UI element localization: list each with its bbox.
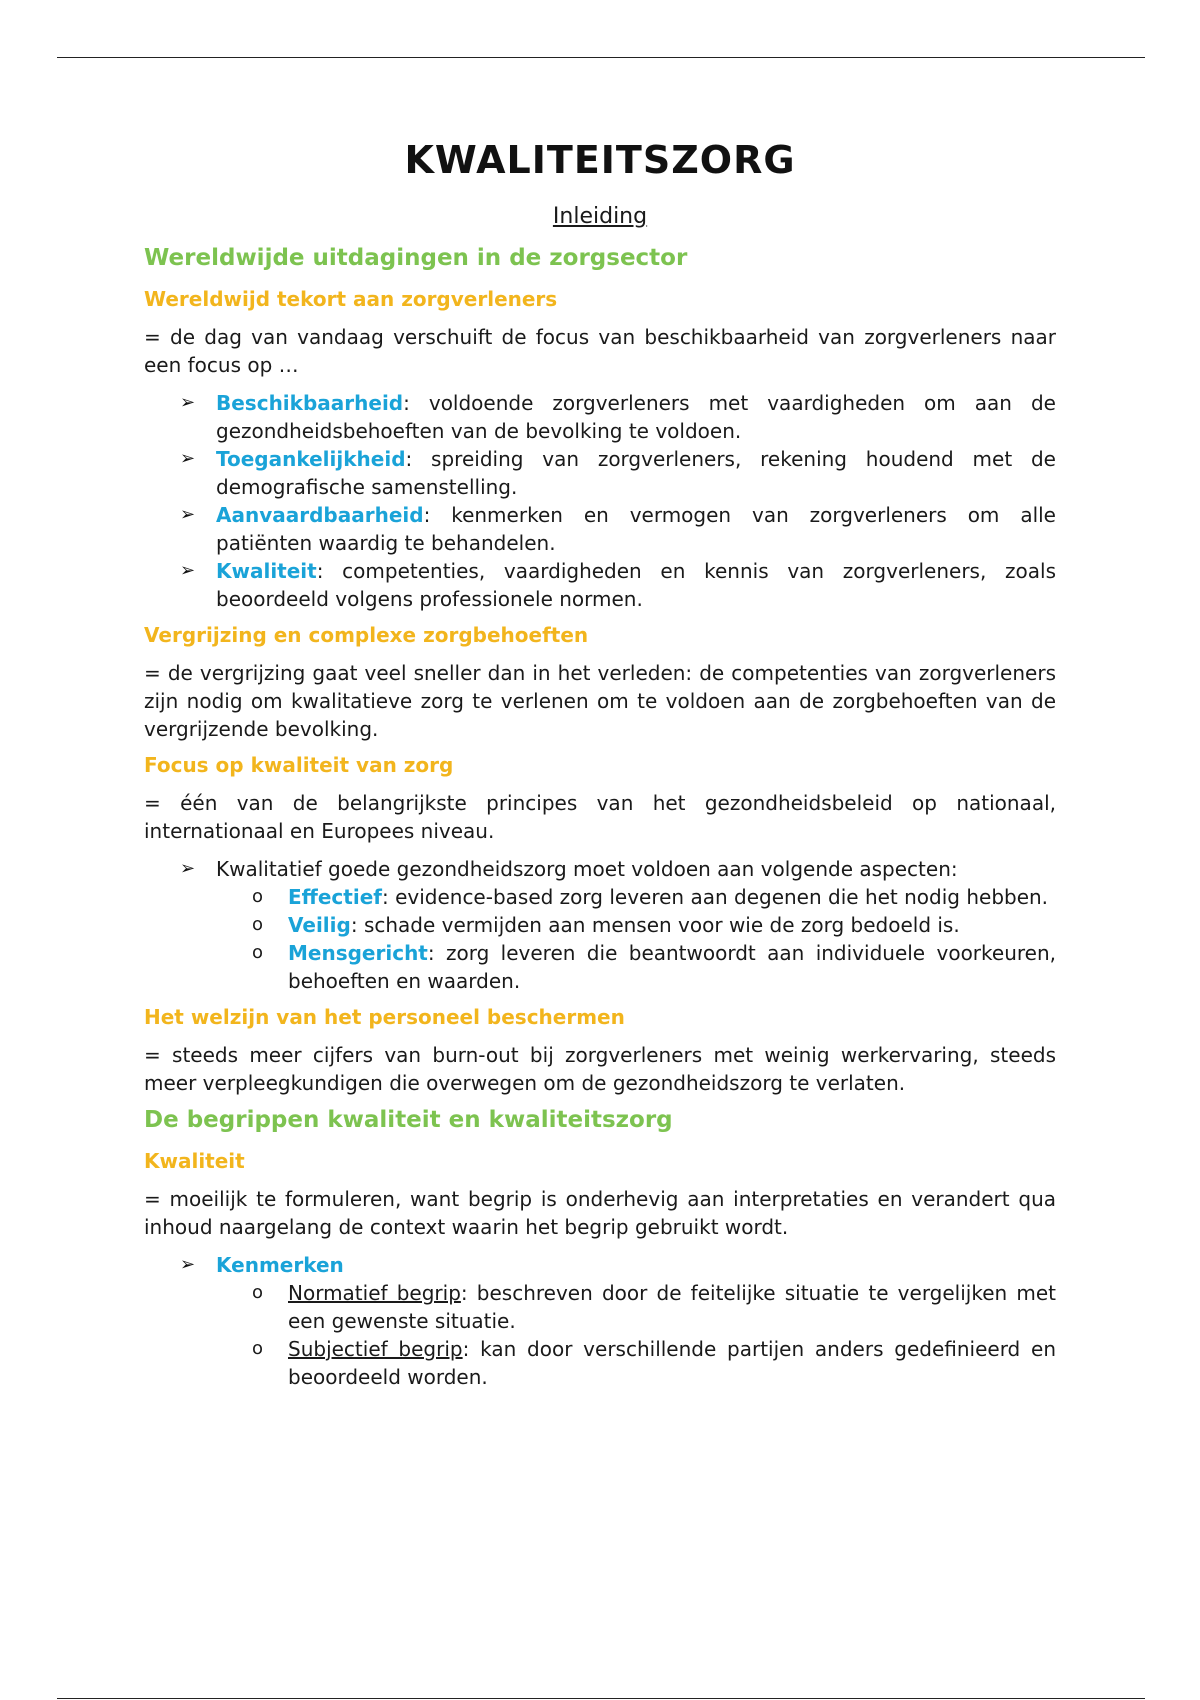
definition: : kenmerken en vermogen van zorgverleners om alle patiënten waardig te behandelen. (216, 503, 1056, 555)
definition: : schade vermijden aan mensen voor wie de zorg bedoeld is. (350, 913, 960, 937)
term: Effectief (288, 885, 382, 909)
document-subtitle: Inleiding (552, 204, 648, 229)
footer-rule (57, 1698, 1145, 1699)
arrow-bullet-icon: ➢ (180, 448, 196, 469)
arrow-bullet-icon: ➢ (180, 504, 196, 525)
definition: : kan door verschillende partijen anders gedefinieerd en beoordeeld worden. (288, 1337, 1056, 1389)
sub-list-item (144, 939, 1056, 995)
circle-bullet-icon: o (252, 1282, 264, 1303)
term: Subjectief begrip (288, 1337, 463, 1361)
sub-list-item (144, 883, 1056, 911)
section-heading-concepts: De begrippen kwaliteit en kwaliteitszorg (144, 1107, 673, 1133)
arrow-bullet-icon: ➢ (180, 392, 196, 413)
section-heading-challenges: Wereldwijde uitdagingen in de zorgsector (144, 245, 688, 271)
definition: : spreiding van zorgverleners, rekening houdend met de demografische samenstelling. (216, 447, 1056, 499)
sub-list-item (144, 1279, 1056, 1335)
arrow-bullet-icon: ➢ (180, 1254, 196, 1275)
term: Aanvaardbaarheid (216, 503, 424, 527)
sub-list-item (144, 1335, 1056, 1391)
circle-bullet-icon: o (252, 1338, 264, 1359)
list-item (144, 1251, 1056, 1279)
paragraph-quality: = moeilijk te formuleren, want begrip is onderhevig aan interpretaties en verandert qua inhoud naargelang de context waarin het begrip gebruikt wordt. (144, 1187, 1056, 1239)
term: Beschikbaarheid (216, 391, 404, 415)
definition: : beschreven door de feitelijke situatie te vergelijken met een gewenste situatie. (288, 1281, 1056, 1333)
term: Kenmerken (216, 1253, 344, 1277)
paragraph-ageing: = de vergrijzing gaat veel sneller dan in het verleden: de competenties van zorgverleners zijn nodig om kwalitatieve zorg te verlenen om te voldoen aan de zorgbehoeften van de vergrijzende bevolking. (144, 661, 1056, 741)
list-item-text: Kwalitatief goede gezondheidszorg moet voldoen aan volgende aspecten: (216, 857, 958, 881)
circle-bullet-icon: o (252, 914, 264, 935)
definition: : competenties, vaardigheden en kennis van zorgverleners, zoals beoordeeld volgens professionele normen. (216, 559, 1056, 611)
arrow-bullet-icon: ➢ (180, 858, 196, 879)
definition: : voldoende zorgverleners met vaardigheden om aan de gezondheidsbehoeften van de bevolking te voldoen. (216, 391, 1056, 443)
subheading-quality-focus: Focus op kwaliteit van zorg (144, 753, 454, 777)
header-rule (57, 57, 1145, 58)
term: Veilig (288, 913, 351, 937)
definition: : evidence-based zorg leveren aan degenen die het nodig hebben. (381, 885, 1049, 909)
characteristics-list (144, 1251, 1056, 1391)
term: Normatief begrip (288, 1281, 461, 1305)
circle-bullet-icon: o (252, 942, 264, 963)
aspects-list (144, 855, 1056, 995)
list-item (144, 389, 1056, 445)
definition: : zorg leveren die beantwoordt aan individuele voorkeuren, behoeften en waarden. (288, 941, 1056, 993)
focus-list (144, 389, 1056, 613)
list-item (144, 501, 1056, 557)
list-item (144, 855, 1056, 883)
paragraph-wellbeing: = steeds meer cijfers van burn-out bij zorgverleners met weinig werkervaring, steeds meer verpleegkundigen die overwegen om de gezondheidszorg te verlaten. (144, 1043, 1056, 1095)
term: Mensgericht (288, 941, 428, 965)
circle-bullet-icon: o (252, 886, 264, 907)
subheading-wellbeing: Het welzijn van het personeel beschermen (144, 1005, 625, 1029)
arrow-bullet-icon: ➢ (180, 560, 196, 581)
document-title: KWALITEITSZORG (404, 138, 796, 182)
subheading-shortage: Wereldwijd tekort aan zorgverleners (144, 287, 558, 311)
subheading-quality: Kwaliteit (144, 1149, 245, 1173)
term: Toegankelijkheid (216, 447, 406, 471)
document-body (144, 138, 1056, 1401)
list-item (144, 557, 1056, 613)
list-item (144, 445, 1056, 501)
paragraph-quality-focus: = één van de belangrijkste principes van het gezondheidsbeleid op nationaal, internationaal en Europees niveau. (144, 791, 1056, 843)
paragraph-shortage: = de dag van vandaag verschuift de focus van beschikbaarheid van zorgverleners naar een focus op … (144, 325, 1056, 377)
sub-list-item (144, 911, 1056, 939)
subheading-ageing: Vergrijzing en complexe zorgbehoeften (144, 623, 589, 647)
term: Kwaliteit (216, 559, 317, 583)
